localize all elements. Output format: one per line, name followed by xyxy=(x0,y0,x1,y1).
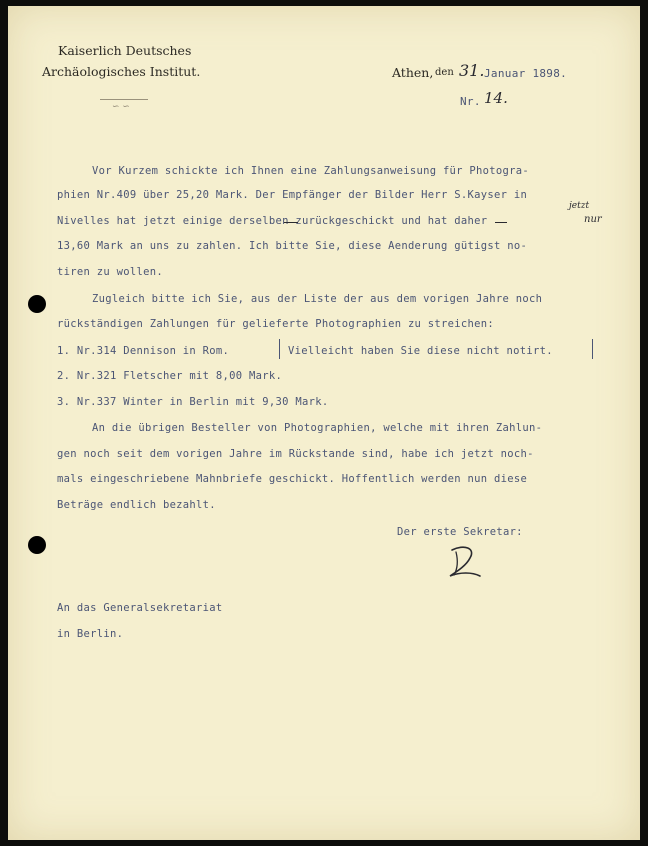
letterhead-line-2: Archäologisches Institut. xyxy=(42,64,201,79)
letterhead-flourish: ∽ ∽ xyxy=(112,102,130,112)
date-den: den xyxy=(435,67,454,78)
punch-hole-upper xyxy=(28,295,46,313)
date-day: 31. xyxy=(459,61,485,80)
recipient-line-2: in Berlin. xyxy=(57,628,124,640)
body-line: rückständigen Zahlungen für gelieferte Photographien zu streichen: xyxy=(57,318,495,330)
strikeout-mark xyxy=(495,222,507,223)
letter-number: 14. xyxy=(484,89,508,107)
list-note: Vielleicht haben Sie diese nicht notirt. xyxy=(288,345,553,357)
number-prefix: Nr. xyxy=(460,95,481,108)
date-place: Athen, xyxy=(392,65,434,80)
letter-sheet xyxy=(8,6,640,840)
letterhead-rule xyxy=(100,99,148,100)
body-line: tiren zu wollen. xyxy=(57,266,163,278)
letterhead-line-1: Kaiserlich Deutsches xyxy=(58,43,192,58)
list-item: 2. Nr.321 Fletscher mit 8,00 Mark. xyxy=(57,370,283,382)
signature-mark xyxy=(442,542,486,582)
punch-hole-lower xyxy=(28,536,46,554)
body-line: Zugleich bitte ich Sie, aus der Liste der aus dem vorigen Jahre noch xyxy=(92,293,543,305)
insertion-jetzt: jetzt xyxy=(569,201,590,211)
strikeout-mark xyxy=(284,222,298,223)
body-line: 13,60 Mark an uns zu zahlen. Ich bitte Sie, diese Aenderung gütigst no- xyxy=(57,240,528,252)
body-line: An die übrigen Besteller von Photographien, welche mit ihren Zahlun- xyxy=(92,422,543,434)
body-line: gen noch seit dem vorigen Jahre im Rückstande sind, habe ich jetzt noch- xyxy=(57,448,534,460)
body-line: phien Nr.409 über 25,20 Mark. Der Empfänger der Bilder Herr S.Kayser in xyxy=(57,189,528,201)
body-line: Vor Kurzem schickte ich Ihnen eine Zahlungsanweisung für Photogra- xyxy=(92,165,530,177)
body-line: Nivelles hat jetzt einige derselben zurückgeschickt und hat daher xyxy=(57,215,488,227)
recipient-line-1: An das Generalsekretariat xyxy=(57,602,223,614)
insertion-nur: nur xyxy=(584,214,602,225)
signature-title: Der erste Sekretar: xyxy=(397,526,523,538)
body-line: Beträge endlich bezahlt. xyxy=(57,499,216,511)
date-month-year: Januar 1898. xyxy=(484,67,568,80)
list-item: 1. Nr.314 Dennison in Rom. xyxy=(57,345,230,357)
list-item: 3. Nr.337 Winter in Berlin mit 9,30 Mark. xyxy=(57,396,329,408)
body-line: mals eingeschriebene Mahnbriefe geschickt. Hoffentlich werden nun diese xyxy=(57,473,528,485)
